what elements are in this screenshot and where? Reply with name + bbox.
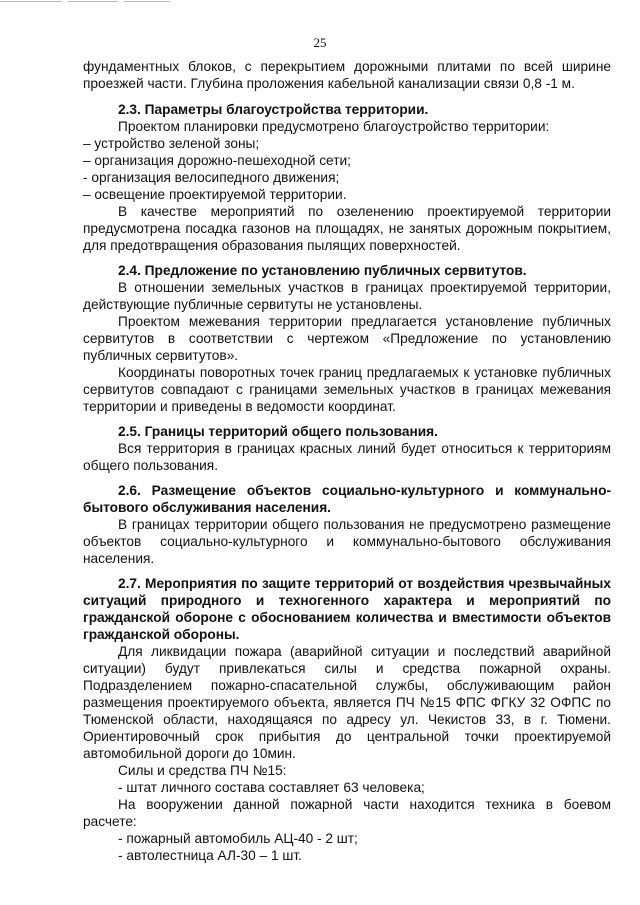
document-body [83,58,611,864]
list-item: - автолестница АЛ-30 – 1 шт. [118,848,302,863]
section-2-3-lead: Проектом планировки предусмотрено благоустройство территории: [118,119,550,134]
section-2-7-paragraph-1: Для ликвидации пожара (аварийной ситуации и последствий аварийной ситуации) будут привлекаться силы и средства пожарной охраны. Подразделением пожарно-спасательной службы, обслуживающим район размещения проектируемого объекта, является ПЧ №15 ФПС ФГКУ 32 ОФПС по Тюменской области, находящаяся по адресу ул. Чекистов 33, в г. Тюмени. Ориентировочный срок прибытия до центральной точки проектируемой автомобильной дороги до 10мин. [83,644,611,761]
section-2-5-paragraph: Вся территория в границах красных линий будет относиться к территориям общего пользования. [83,441,611,473]
top-edge-line-left [0,1,62,2]
intro-paragraph: фундаментных блоков, с перекрытием дорожными плитами по всей ширине проезжей части. Глубина проложения кабельной канализации связи 0,8 -1 м. [83,59,611,91]
list-item: - штат личного состава составляет 63 человека; [118,780,425,795]
section-2-4-heading: 2.4. Предложение по установлению публичных сервитутов. [118,263,527,278]
section-2-3-heading: 2.3. Параметры благоустройства территории. [118,102,429,117]
section-2-4-paragraph-1: В отношении земельных участков в границах проектируемой территории, действующие публичные сервитуты не установлены. [83,280,611,312]
list-item: – устройство зеленой зоны; [83,136,260,151]
section-2-3-paragraph: В качестве мероприятий по озеленению проектируемой территории предусмотрена посадка газонов на площадях, не занятых дорожным покрытием, для предотвращения образования пылящих поверхностей. [83,204,611,253]
section-2-6-heading: 2.6. Размещение объектов социально-культурного и коммунально-бытового обслуживания населения. [83,483,611,515]
section-2-5-heading: 2.5. Границы территорий общего пользования. [118,424,438,439]
list-item: - организация велосипедного движения; [83,170,340,185]
page-number: 25 [313,35,327,50]
list-item: - пожарный автомобиль АЦ-40 - 2 шт; [118,831,358,846]
section-2-4-paragraph-2: Проектом межевания территории предлагается установление публичных сервитутов в соответствии с чертежом «Предложение по установлению публичных сервитутов». [83,314,611,363]
top-edge-line-right [124,1,170,2]
section-2-6-paragraph: В границах территории общего пользования не предусмотрено размещение объектов социально-культурного и коммунально-бытового обслуживания населения. [83,517,611,566]
list-item: – организация дорожно-пешеходной сети; [83,153,351,168]
section-2-7-heading: 2.7. Мероприятия по защите территорий от воздействия чрезвычайных ситуаций природного и техногенного характера и мероприятий по гражданской обороне с обоснованием количества и вместимости объектов гражданской обороны. [83,576,611,642]
section-2-7-paragraph-2: Силы и средства ПЧ №15: [118,763,287,778]
list-item: – освещение проектируемой территории. [83,187,347,202]
section-2-4-paragraph-3: Координаты поворотных точек границ предлагаемых к установке публичных сервитутов совпадают с границами земельных участков в границах межевания территории и приведены в ведомости координат. [83,365,611,414]
top-edge-line-mid [68,1,118,2]
section-2-7-paragraph-3: На вооружении данной пожарной части находится техника в боевом расчете: [83,797,611,829]
